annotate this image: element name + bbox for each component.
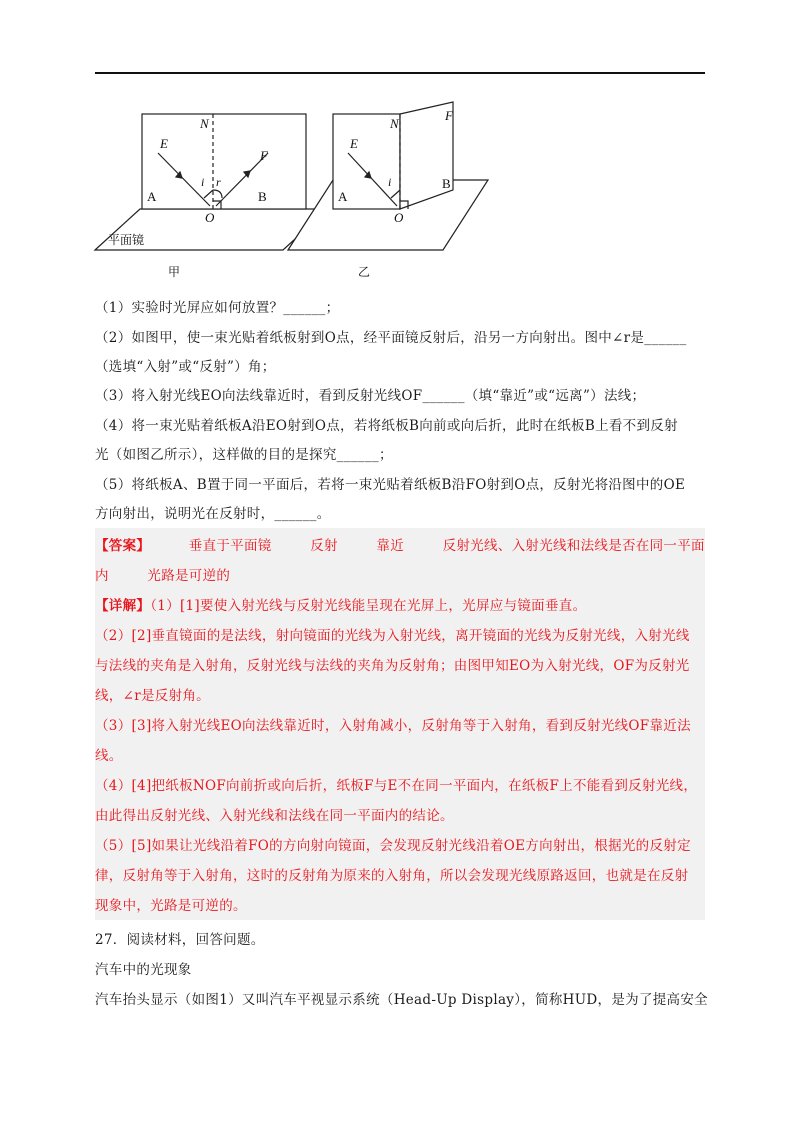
question-5-line-2: 方向射出，说明光在反射时，______。 (95, 506, 331, 522)
answer-3: 靠近 (376, 538, 405, 554)
answer-5: 光路是可逆的 (147, 568, 231, 584)
question-27-title: 27．阅读材料，回答问题。 (95, 932, 265, 948)
answer-4: 反射光线、入射光线和法线是否在同一平面 (442, 538, 705, 554)
question-2-line-1: （2）如图甲，使一束光贴着纸板射到O点，经平面镜反射后，沿另一方向射出。图中∠r是______ (95, 330, 687, 346)
left-label-n: N (200, 116, 209, 131)
header-rule (95, 72, 705, 74)
detail-line-1 (95, 596, 586, 616)
detail-line-11: 现象中，光路是可逆的。 (95, 898, 247, 914)
detail-line-5: （3）[3]将入射光线EO向法线靠近时，入射角减小，反射角等于入射角，看到反射光线OF靠近法 (95, 718, 691, 734)
detail-line-10: 律，反射角等于入射角，这时的反射角为原来的入射角，所以会发现光线原路返回，也就是在反射 (95, 868, 689, 884)
question-5-line-1: （5）将纸板A、B置于同一平面后，若将一束光贴着纸板B沿FO射到O点，反射光将沿图中的OE (95, 477, 686, 493)
detail-line-6: 线。 (95, 748, 123, 764)
question-4-line-1: （4）将一束光贴着纸板A沿EO射到O点，若将纸板B向前或向后折，此时在纸板B上看不到反射 (95, 418, 678, 434)
right-caption: 乙 (358, 265, 371, 278)
detail-line-8: 由此得出反射光线、入射光线和法线在同一平面内的结论。 (95, 808, 454, 824)
right-label-i: i (388, 175, 392, 189)
right-label-o: O (394, 210, 404, 225)
question-2-line-2: （选填“入射”或“反射”）角； (95, 359, 276, 375)
left-label-i: i (201, 175, 205, 189)
question-4-line-2: 光（如图乙所示），这样做的目的是探究______； (95, 447, 393, 463)
detail-line-3: 与法线的夹角是入射角，反射光线与法线的夹角为反射角；由图甲知EO为入射光线，OF为反射光 (95, 658, 690, 674)
question-3: （3）将入射光线EO向法线靠近时，看到反射光线OF______（填“靠近”或“远离”）法线； (95, 388, 646, 404)
detail-line-4: 线，∠r是反射角。 (95, 688, 210, 704)
figure-svg (90, 98, 510, 278)
right-label-b: B (442, 176, 451, 191)
answer-label: 【答案】 (95, 538, 151, 554)
question-1: （1）实验时光屏应如何放置？______； (95, 300, 340, 316)
answer-4-cont: 内 (95, 568, 109, 584)
answer-2: 反射 (310, 538, 338, 554)
left-caption: 甲 (168, 265, 181, 278)
detail-line-2: （2）[2]垂直镜面的是法线，射向镜面的光线为入射光线，离开镜面的光线为反射光线，入射光线 (95, 628, 690, 644)
left-label-b: B (258, 189, 267, 204)
answer-line-2 (95, 566, 230, 586)
right-label-f: F (445, 108, 453, 123)
right-label-a: A (338, 189, 348, 204)
left-label-r: r (216, 175, 221, 189)
detail-text-1: （1）[1]要使入射光线与反射光线能呈现在光屏上，光屏应与镜面垂直。 (150, 598, 587, 614)
reading-title: 汽车中的光现象 (95, 962, 192, 978)
right-label-e: E (350, 136, 358, 151)
detail-line-9: （5）[5]如果让光线沿着FO的方向射向镜面，会发现反射光线沿着OE方向射出，根据光的反射定 (95, 838, 691, 854)
left-label-e: E (160, 136, 168, 151)
detail-line-7: （4）[4]把纸板NOF向前折或向后折，纸板F与E不在同一平面内，在纸板F上不能看到反射光线， (95, 778, 698, 794)
reflection-experiment-figure (90, 98, 510, 278)
left-label-a: A (147, 189, 157, 204)
answer-line-1 (95, 536, 705, 556)
detail-label: 【详解】 (95, 598, 151, 614)
left-label-f: F (260, 148, 268, 163)
left-label-mirror: 平面镜 (108, 233, 145, 247)
left-label-o: O (205, 210, 215, 225)
right-label-n: N (390, 116, 399, 131)
reading-body-line-1: 汽车抬头显示（如图1）又叫汽车平视显示系统（Head-Up Display），简称HUD，是为了提高安全 (95, 992, 708, 1008)
answer-1: 垂直于平面镜 (188, 538, 272, 554)
